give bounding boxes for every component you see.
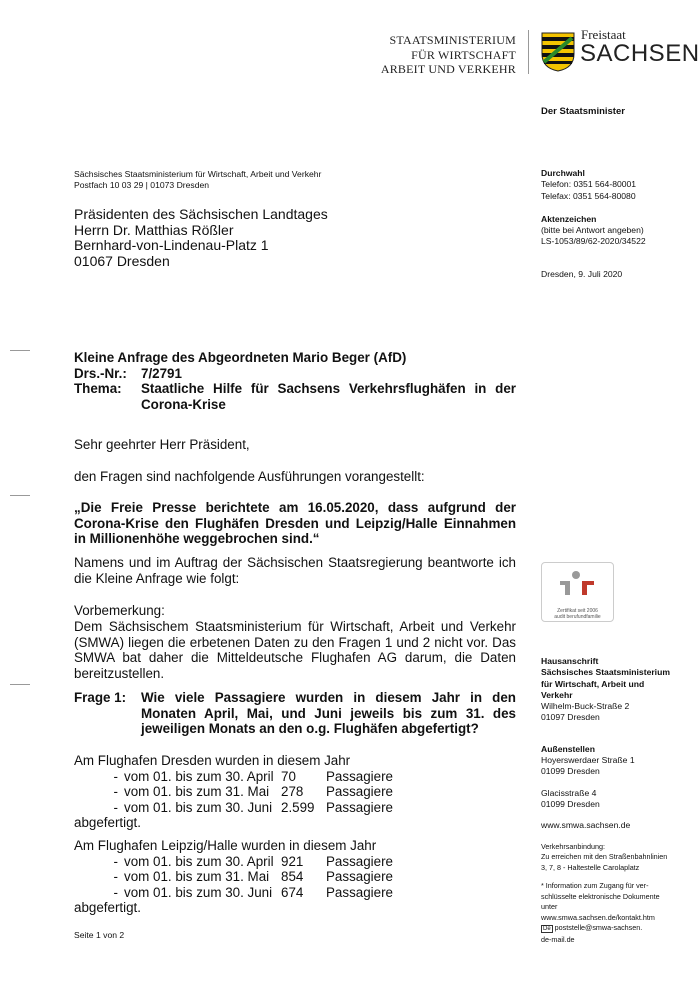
intro-text: den Fragen sind nachfolgende Ausführungen vorangestellt:	[74, 469, 425, 484]
thema-value: Staatliche Hilfe für Sachsens Verkehrsflughäfen in der Corona-Krise	[141, 381, 516, 412]
cert-line: Zertifikat seit 2006	[557, 608, 598, 614]
hausanschrift-city: 01097 Dresden	[541, 712, 600, 723]
frage1-label: Frage 1:	[74, 690, 127, 705]
aktenzeichen-note: (bitte bei Antwort angeben)	[541, 225, 644, 236]
aussen1-city: 01099 Dresden	[541, 766, 600, 777]
count: 70	[281, 768, 296, 784]
verkehr-label: Verkehrsanbindung:	[541, 841, 605, 851]
unit: Passagiere	[326, 853, 393, 869]
quote-text: „Die Freie Presse berichtete am 16.05.2020, dass aufgrund der Corona-Krise den Flughäfen Dresden und Leipzig/Halle Einnahmen in Millionenhöhe weggebrochen sind.“	[74, 500, 516, 547]
unit: Passagiere	[326, 768, 393, 784]
period: vom 01. bis zum 31. Mai	[124, 784, 270, 800]
audit-logo-icon	[542, 563, 613, 603]
aussen1-street: Hoyerswerdaer Straße 1	[541, 755, 635, 766]
period: vom 01. bis zum 30. Juni	[124, 884, 273, 900]
sender-address	[74, 169, 321, 192]
vorbemerkung-text: Dem Sächsischem Staatsministerium für Wirtschaft, Arbeit und Verkehr (SMWA) liegen die erbetenen Daten zu den Fragen 1 und 2 nicht vor. Das SMWA bat daher die Mitteldeutsche Flughafen AG darum, die Daten bereitzustellen.	[74, 619, 516, 681]
recipient-line: 01067 Dresden	[74, 253, 170, 270]
info-line: * Information zum Zugang für ver-	[541, 881, 649, 891]
aussen2-city: 01099 Dresden	[541, 798, 600, 809]
list-item: - vom 01. bis zum 30. April 921 Passagiere	[113, 853, 393, 869]
letter-date: Dresden, 9. Juli 2020	[541, 268, 623, 279]
cert-line: audit berufundfamilie	[554, 614, 601, 620]
recipient-line: Bernhard-von-Lindenau-Platz 1	[74, 237, 269, 254]
count: 278	[281, 784, 304, 800]
count: 854	[281, 869, 304, 885]
aussenstellen-label: Außenstellen	[541, 743, 595, 754]
drs-value: 7/2791	[141, 365, 182, 381]
aktenzeichen-value: LS-1053/89/62-2020/34522	[541, 236, 646, 247]
period: vom 01. bis zum 31. Mai	[124, 869, 270, 885]
minister-label: Der Staatsminister	[541, 106, 625, 117]
subject-title: Kleine Anfrage des Abgeordneten Mario Beger (AfD)	[74, 350, 407, 365]
demail-line	[541, 923, 691, 935]
period: vom 01. bis zum 30. April	[124, 853, 274, 869]
leipzig-block	[74, 838, 514, 916]
unit: Passagiere	[326, 884, 393, 900]
sidebar-contact	[541, 168, 691, 280]
list-item: - vom 01. bis zum 30. April 70 Passagiere	[113, 768, 393, 784]
period: vom 01. bis zum 30. April	[124, 768, 274, 784]
list-item: - vom 01. bis zum 30. Juni 674 Passagiere	[113, 884, 393, 900]
fold-mark	[10, 684, 30, 685]
verkehr-line: Zu erreichen mit den Straßenbahnlinien	[541, 852, 668, 862]
audit-certificate	[541, 562, 614, 622]
aussen2-street: Glacisstraße 4	[541, 787, 597, 798]
demail-line2: de-mail.de	[541, 934, 575, 944]
drs-label: Drs.-Nr.:	[74, 365, 127, 381]
thema-row	[74, 381, 516, 412]
frage1-block	[74, 690, 516, 737]
count: 921	[281, 853, 304, 869]
dresden-outro: abgefertigt.	[74, 815, 141, 831]
info-line: schlüsselte elektronische Dokumente	[541, 891, 660, 901]
hausanschrift-line: Sächsisches Staatsministerium	[541, 667, 670, 678]
fold-mark	[10, 350, 30, 351]
durchwahl-label: Durchwahl	[541, 168, 585, 178]
list-item: - vom 01. bis zum 31. Mai 278 Passagiere	[113, 784, 393, 800]
sachsen-label: SACHSEN	[580, 40, 700, 67]
demail-text: poststelle@smwa-sachsen.	[554, 923, 643, 933]
page-number: Seite 1 von 2	[74, 930, 125, 940]
frage1-text: Wie viele Passagiere wurden in diesem Jahr in den Monaten April, Mai, und Juni jeweils bis zum 31. des jeweiligen Monats an den o.g. Flughäfen abgefertigt?	[141, 690, 516, 737]
demail-icon: De	[543, 926, 551, 933]
salutation: Sehr geehrter Herr Präsident,	[74, 437, 250, 452]
unit: Passagiere	[326, 799, 393, 815]
sender-line: Sächsisches Staatsministerium für Wirtschaft, Arbeit und Verkehr	[74, 169, 322, 179]
sender-line: Postfach 10 03 29 | 01073 Dresden	[74, 180, 210, 191]
recipient-line: Präsidenten des Sächsischen Landtages	[74, 206, 328, 222]
thema-label: Thema:	[74, 381, 122, 397]
leipzig-intro: Am Flughafen Leipzig/Halle wurden in diesem Jahr	[74, 838, 377, 853]
hausanschrift-line: Verkehr	[541, 689, 573, 700]
telefax: Telefax: 0351 564-80080	[541, 190, 636, 201]
ministry-line: ARBEIT UND VERKEHR	[380, 62, 516, 76]
aktenzeichen-label: Aktenzeichen	[541, 213, 597, 224]
period: vom 01. bis zum 30. Juni	[124, 799, 273, 815]
drs-row	[74, 366, 516, 382]
subject-block	[74, 350, 516, 412]
ministry-line: STAATSMINISTERIUM	[389, 33, 516, 47]
sidebar-addresses	[541, 656, 691, 945]
info-line: unter	[541, 902, 558, 912]
fold-mark	[10, 495, 30, 496]
website: www.smwa.sachsen.de	[541, 820, 631, 831]
list-item: - vom 01. bis zum 30. Juni 2.599 Passagiere	[113, 799, 393, 815]
ministry-logo-text	[380, 33, 516, 77]
hausanschrift-street: Wilhelm-Buck-Straße 2	[541, 701, 630, 712]
logo-divider	[528, 30, 529, 74]
list-item: - vom 01. bis zum 31. Mai 854 Passagiere	[113, 869, 393, 885]
dresden-block	[74, 753, 514, 831]
info-url: www.smwa.sachsen.de/kontakt.htm	[541, 912, 655, 922]
freistaat-label: Freistaat	[581, 27, 626, 42]
saxony-crest-icon	[541, 32, 575, 72]
dresden-intro: Am Flughafen Dresden wurden in diesem Jahr	[74, 753, 351, 768]
count: 2.599	[281, 799, 315, 815]
leipzig-outro: abgefertigt.	[74, 900, 141, 916]
unit: Passagiere	[326, 869, 393, 885]
answer-intro: Namens und im Auftrag der Sächsischen Staatsregierung beantworte ich die Kleine Anfrage wie folgt:	[74, 555, 516, 586]
verkehr-line: 3, 7, 8 - Haltestelle Carolaplatz	[541, 862, 640, 872]
hausanschrift-line: für Wirtschaft, Arbeit und	[541, 678, 645, 689]
count: 674	[281, 884, 304, 900]
hausanschrift-line: Hausanschrift	[541, 656, 599, 666]
unit: Passagiere	[326, 784, 393, 800]
ministry-line: FÜR WIRTSCHAFT	[411, 47, 516, 62]
recipient-line: Herrn Dr. Matthias Rößler	[74, 221, 234, 238]
telefon: Telefon: 0351 564-80001	[541, 179, 637, 190]
vorbemerkung-label: Vorbemerkung:	[74, 603, 165, 618]
recipient-address	[74, 207, 328, 270]
